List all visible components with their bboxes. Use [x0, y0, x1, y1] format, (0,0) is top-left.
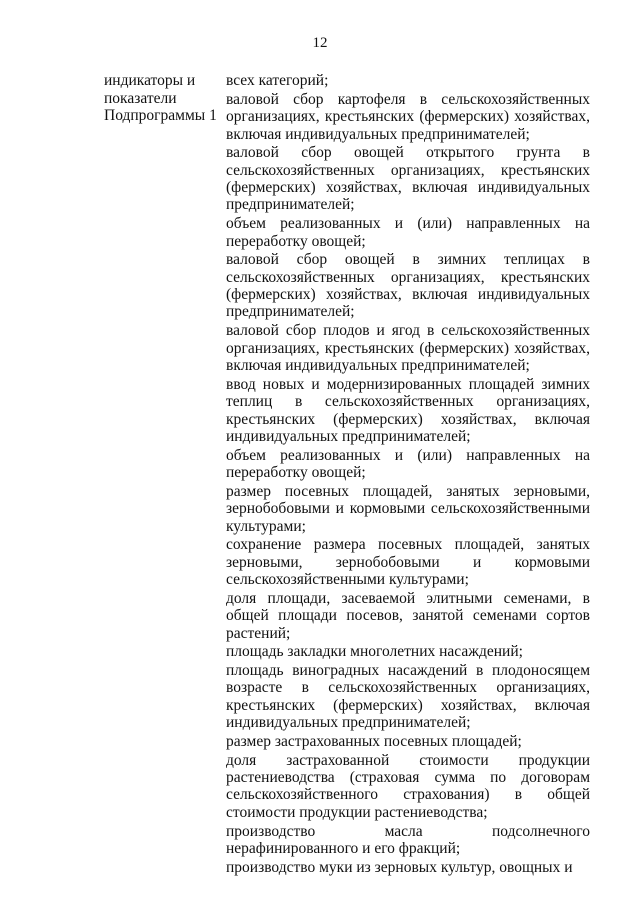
indicator-item: объем реализованных и (или) направленных на переработку овощей; [226, 446, 590, 482]
indicator-item: валовой сбор овощей открытого грунта в сельскохозяйственных организациях, крестьянских (фермерских) хозяйствах, включая индивидуальных предпринимателей; [226, 144, 590, 214]
heading-line: индикаторы и [104, 72, 196, 89]
indicator-item: валовой сбор картофеля в сельскохозяйственных организациях, крестьянских (фермерских) хозяйствах, включая индивидуальных предпринимателей; [226, 90, 590, 143]
indicator-item: размер посевных площадей, занятых зерновыми, зернобобовыми и кормовыми сельскохозяйственными культурами; [226, 482, 590, 535]
indicator-list [226, 72, 590, 877]
indicator-item: производство муки из зерновых культур, овощных и [226, 858, 573, 876]
heading-line: Подпрограммы 1 [104, 107, 217, 124]
indicator-item: сохранение размера посевных площадей, занятых зерновыми, зернобобовыми и кормовыми сельскохозяйственными культурами; [226, 536, 590, 589]
indicator-item: доля площади, засеваемой элитными семенами, в общей площади посевов, занятой семенами сортов растений; [226, 589, 590, 642]
indicator-item: всех категорий; [226, 72, 329, 89]
indicator-item: ввод новых и модернизированных площадей зимних теплиц в сельскохозяйственных организациях, крестьянских (фермерских) хозяйствах, включая индивидуальных предпринимателей; [226, 375, 590, 445]
indicator-item: доля застрахованной стоимости продукции растениеводства (страховая сумма по договорам сельскохозяйственного страхования) в общей стоимости продукции растениеводства; [226, 751, 590, 821]
indicator-item: объем реализованных и (или) направленных на переработку овощей; [226, 215, 590, 250]
indicator-item: производство масла подсолнечного нерафинированного и его фракций; [226, 822, 590, 857]
indicator-item: валовой сбор овощей в зимних теплицах в сельскохозяйственных организациях, крестьянских (фермерских) хозяйствах, включая индивидуальных предпринимателей; [226, 251, 590, 321]
page-number: 12 [312, 35, 328, 51]
indicator-item: размер застрахованных посевных площадей; [226, 732, 522, 750]
indicator-heading [104, 72, 222, 125]
indicator-item: площадь виноградных насаждений в плодоносящем возрасте в сельскохозяйственных организациях, крестьянских (фермерских) хозяйствах, включая индивидуальных предпринимателей; [226, 661, 590, 732]
indicator-item: площадь закладки многолетних насаждений; [226, 643, 523, 661]
heading-line: показатели [104, 89, 177, 107]
indicator-item: валовой сбор плодов и ягод в сельскохозяйственных организациях, крестьянских (фермерских) хозяйствах, включая индивидуальных предпринимателей; [226, 322, 590, 374]
